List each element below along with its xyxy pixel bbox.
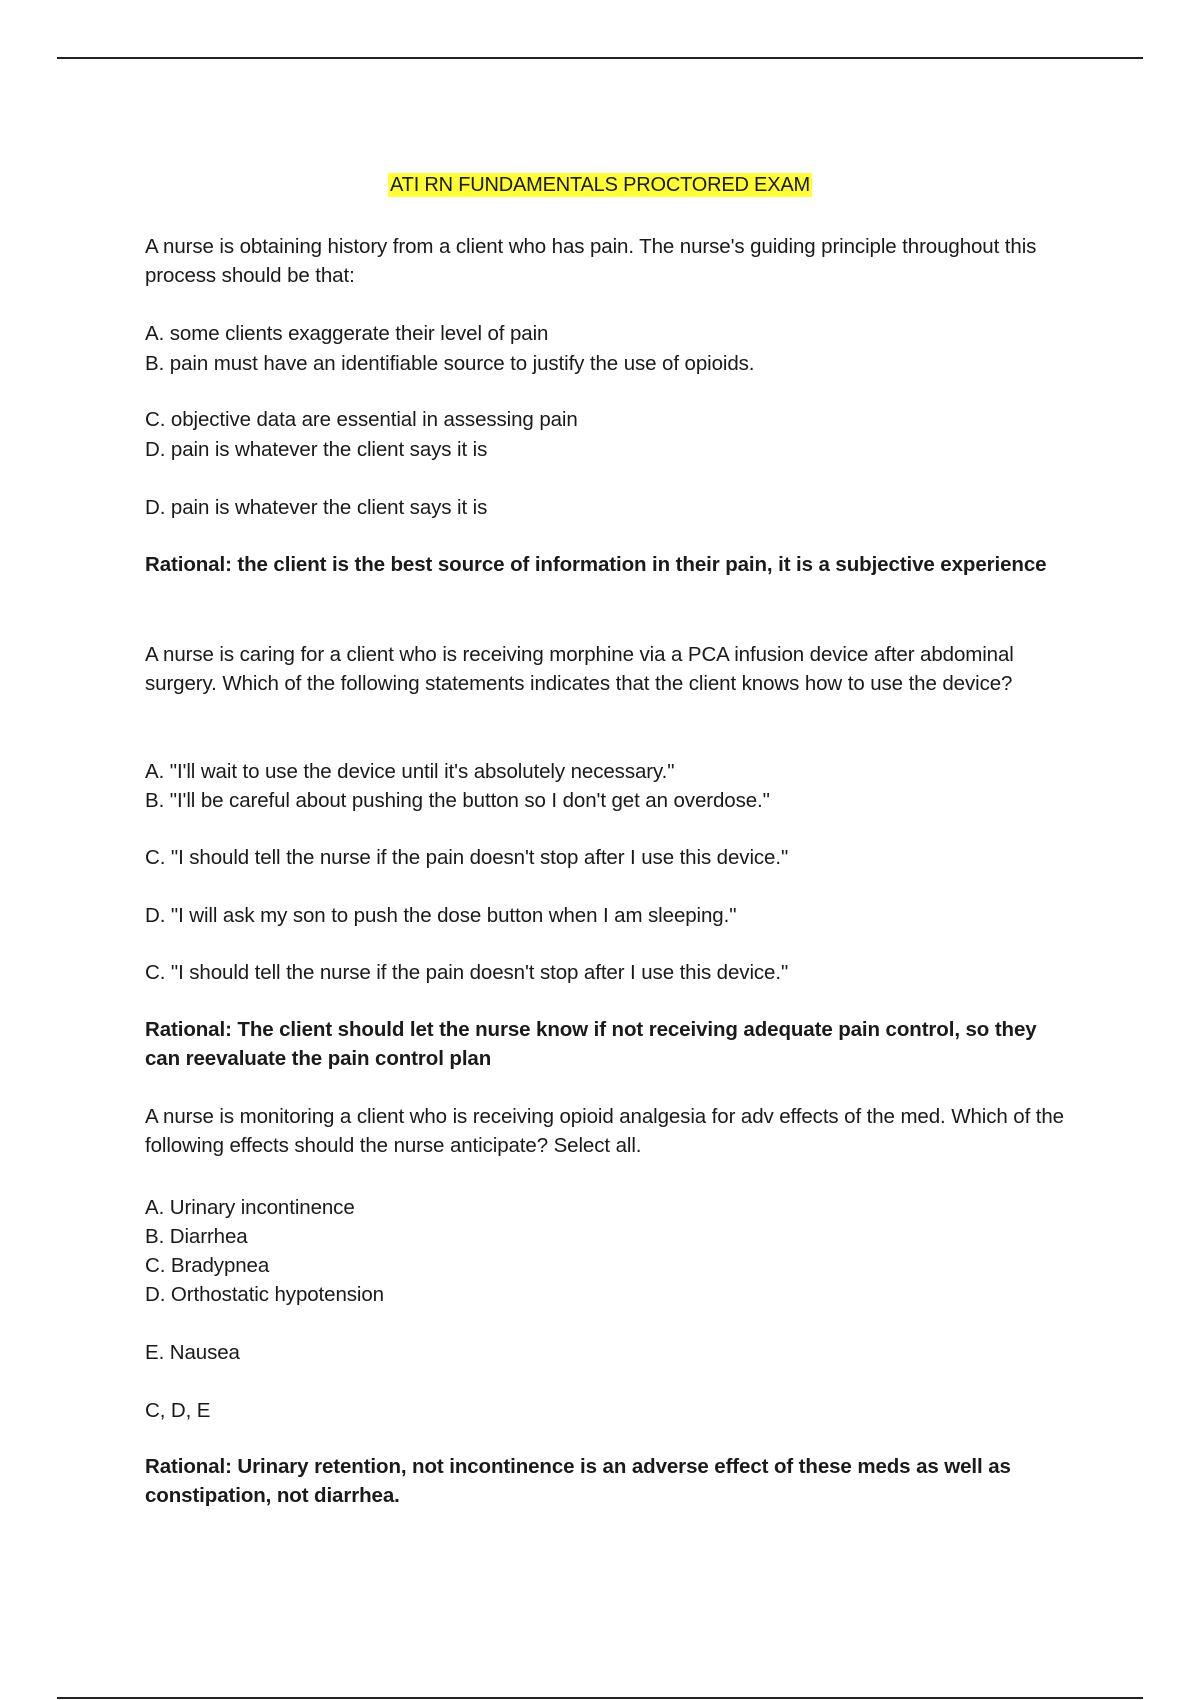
question-1-option-b: B. pain must have an identifiable source to justify the use of opioids.	[145, 352, 755, 375]
question-1-option-a: A. some clients exaggerate their level of pain	[145, 322, 549, 345]
question-1-option-c: C. objective data are essential in assessing pain	[145, 408, 578, 431]
question-2-stem: A nurse is caring for a client who is receiving morphine via a PCA infusion device after abdominal surgery. Which of the following statements indicates that the client knows how to use the device?	[145, 643, 1014, 695]
question-2-option-b: B. "I'll be careful about pushing the button so I don't get an overdose."	[145, 789, 770, 812]
question-1-option-d: D. pain is whatever the client says it is	[145, 438, 488, 461]
question-3-option-a: A. Urinary incontinence	[145, 1196, 355, 1219]
question-2-rationale: Rational: The client should let the nurse know if not receiving adequate pain control, so they can reevaluate the pain control plan	[145, 1018, 1037, 1070]
question-1-answer: D. pain is whatever the client says it is	[145, 496, 488, 519]
question-3-stem: A nurse is monitoring a client who is receiving opioid analgesia for adv effects of the med. Which of the following effects should the nurse anticipate? Select all.	[145, 1105, 1064, 1157]
question-3-option-c: C. Bradypnea	[145, 1254, 270, 1277]
bottom-rule	[57, 1697, 1143, 1699]
title-block	[0, 174, 1200, 197]
question-3-option-e: E. Nausea	[145, 1341, 240, 1364]
document-title: ATI RN FUNDAMENTALS PROCTORED EXAM	[390, 174, 810, 196]
question-1-stem: A nurse is obtaining history from a client who has pain. The nurse's guiding principle throughout this process should be that:	[145, 235, 1037, 287]
question-2-option-d: D. "I will ask my son to push the dose button when I am sleeping."	[145, 904, 737, 927]
question-3-rationale: Rational: Urinary retention, not incontinence is an adverse effect of these meds as well as constipation, not diarrhea.	[145, 1455, 1011, 1507]
question-2-answer: C. "I should tell the nurse if the pain doesn't stop after I use this device."	[145, 961, 789, 984]
question-3-answer: C, D, E	[145, 1399, 211, 1422]
question-2-option-c: C. "I should tell the nurse if the pain doesn't stop after I use this device."	[145, 846, 789, 869]
question-3-option-d: D. Orthostatic hypotension	[145, 1283, 384, 1306]
question-3-option-b: B. Diarrhea	[145, 1225, 248, 1248]
top-rule	[57, 57, 1143, 59]
question-2-option-a: A. "I'll wait to use the device until it's absolutely necessary."	[145, 760, 675, 783]
question-1-rationale: Rational: the client is the best source of information in their pain, it is a subjective experience	[145, 553, 1047, 576]
